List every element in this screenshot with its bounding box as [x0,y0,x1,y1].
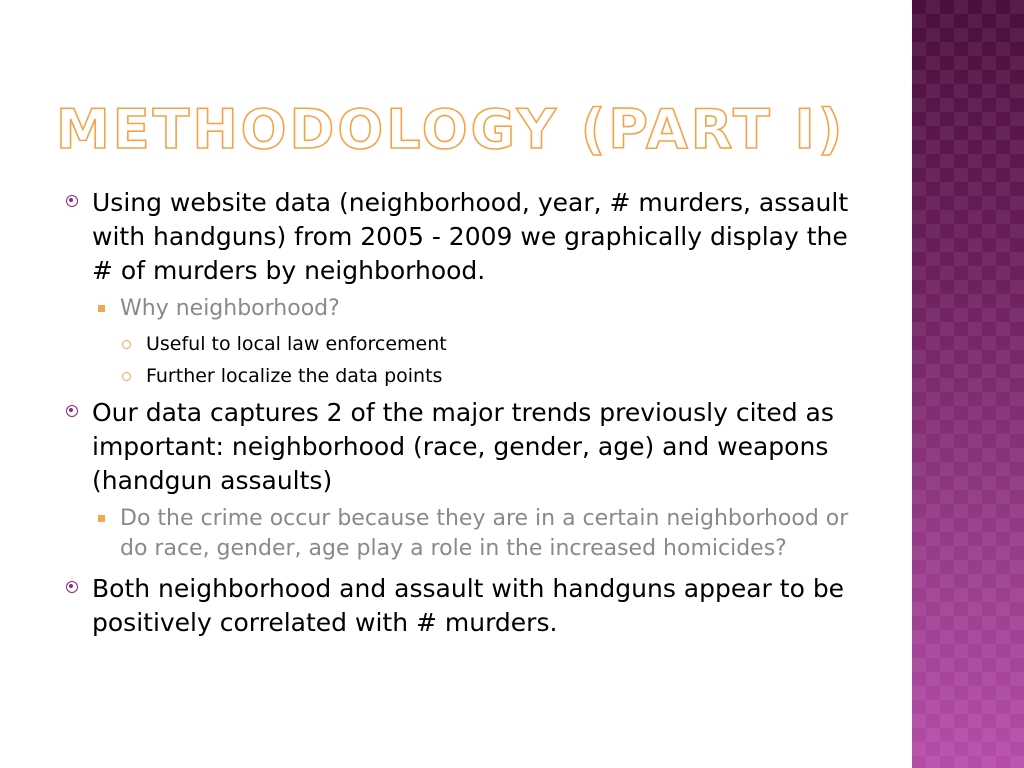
slide-body [62,186,862,646]
square-bullet-icon [98,515,105,522]
ring-bullet-icon [122,372,131,381]
bullet-3-text: Both neighborhood and assault with handguns appear to be positively correlated with # murders. [92,574,845,637]
ring-bullet-icon [122,340,131,349]
circle-bullet-icon [66,581,78,593]
bullet-1-sub-item-1-text: Useful to local law enforcement [146,333,447,355]
bullet-1-text: Using website data (neighborhood, year, # murders, assault with handguns) from 2005 - 2009 we graphically display the # of murders by neighborhood. [92,188,849,285]
slide-title: METHODOLOGY (PART I) [56,98,846,161]
bullet-1-sub-item-1 [62,328,862,360]
bullet-3 [62,572,862,640]
bullet-1-sub-item-2 [62,360,862,392]
bullet-1-sub [62,294,862,324]
bullet-2-text: Our data captures 2 of the major trends previously cited as important: neighborhood (race, gender, age) and weapons (handgun assaults) [92,398,834,495]
circle-bullet-icon [66,405,78,417]
square-bullet-icon [98,305,105,312]
bullet-2-sub [62,504,862,564]
bullet-1-sub-item-2-text: Further localize the data points [146,365,443,387]
bullet-1 [62,186,862,288]
circle-bullet-icon [66,195,78,207]
decorative-side-band [912,0,1024,768]
bullet-1-sub-text: Why neighborhood? [120,296,340,321]
bullet-2-sub-text: Do the crime occur because they are in a certain neighborhood or do race, gender, age play a role in the increased homicides? [120,506,849,561]
bullet-2 [62,396,862,498]
